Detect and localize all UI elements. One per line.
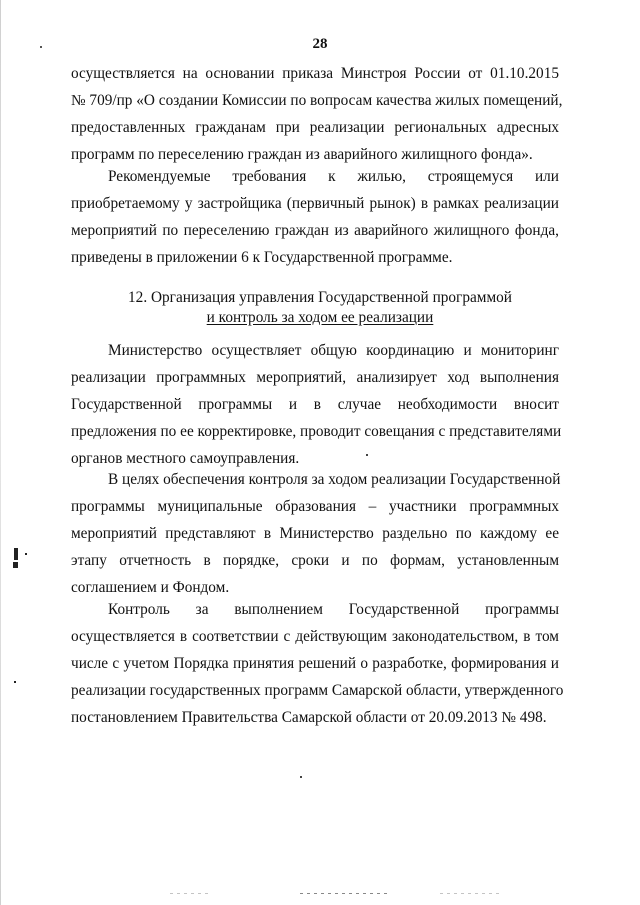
text-line: осуществляется в соответствии с действующим законодательством, в том	[71, 628, 559, 645]
text-line: соглашением и Фондом.	[71, 579, 230, 596]
text-line: Министерство осуществляет общую координацию и мониторинг	[108, 342, 559, 359]
text-line: предложения по ее корректировке, проводит совещания с представителями	[71, 423, 562, 440]
text-line: предоставленных гражданам при реализации региональных адресных	[71, 119, 559, 136]
text-line: этапу отчетность в порядке, сроки и по формам, установленным	[71, 552, 559, 569]
text-line: Государственной программы и в случае необходимости вносит	[71, 396, 559, 413]
scan-speck	[40, 46, 42, 48]
text-line: постановлением Правительства Самарской области от 20.09.2013 № 498.	[71, 709, 547, 726]
page-number: 28	[312, 36, 328, 52]
text-line: программы муниципальные образования – участники программных	[71, 498, 559, 515]
scan-left-edge	[0, 0, 1, 905]
heading-line: 12. Организация управления Государственной программой	[128, 289, 512, 306]
paragraph-reporting-control	[71, 466, 559, 601]
text-line: реализации программных мероприятий, анализирует ход выполнения	[71, 369, 559, 386]
text-line: В целях обеспечения контроля за ходом реализации Государственной	[108, 471, 561, 488]
text-line: мероприятий по переселению граждан из аварийного жилищного фонда,	[71, 222, 559, 239]
section-heading	[0, 288, 640, 328]
text-line: приведены в приложении 6 к Государственной программе.	[71, 249, 453, 266]
text-line: осуществляется на основании приказа Минстроя России от 01.10.2015	[71, 65, 559, 82]
text-line: № 709/пр «О создании Комиссии по вопросам качества жилых помещений,	[71, 92, 563, 109]
scan-speck	[25, 553, 27, 555]
text-line: органов местного самоуправления.	[71, 450, 300, 467]
text-line: программ по переселению граждан из аварийного жилищного фонда».	[71, 146, 533, 163]
text-line: реализации государственных программ Самарской области, утвержденного	[71, 682, 564, 699]
heading-line: и контроль за ходом ее реализации	[206, 309, 434, 326]
paragraph-commission-order	[71, 60, 563, 168]
scan-noise	[440, 893, 500, 894]
scan-speck	[13, 562, 18, 568]
scan-speck	[366, 454, 368, 456]
paragraph-housing-requirements	[71, 163, 559, 271]
scan-noise	[170, 893, 210, 894]
text-line: числе с учетом Порядка принятия решений о разработке, формирования и	[71, 655, 559, 672]
scan-speck	[14, 548, 18, 560]
text-line: Контроль за выполнением Государственной программы	[108, 601, 559, 618]
text-line: приобретаемому у застройщика (первичный рынок) в рамках реализации	[71, 195, 559, 212]
scan-noise	[300, 893, 390, 894]
paragraph-ministry-coordination	[71, 337, 562, 472]
text-line: мероприятий представляют в Министерство раздельно по каждому ее	[71, 525, 559, 542]
scan-speck	[300, 776, 302, 778]
paragraph-program-control	[71, 596, 564, 731]
scan-speck	[14, 681, 16, 683]
text-line: Рекомендуемые требования к жилью, строящемуся или	[108, 168, 559, 185]
